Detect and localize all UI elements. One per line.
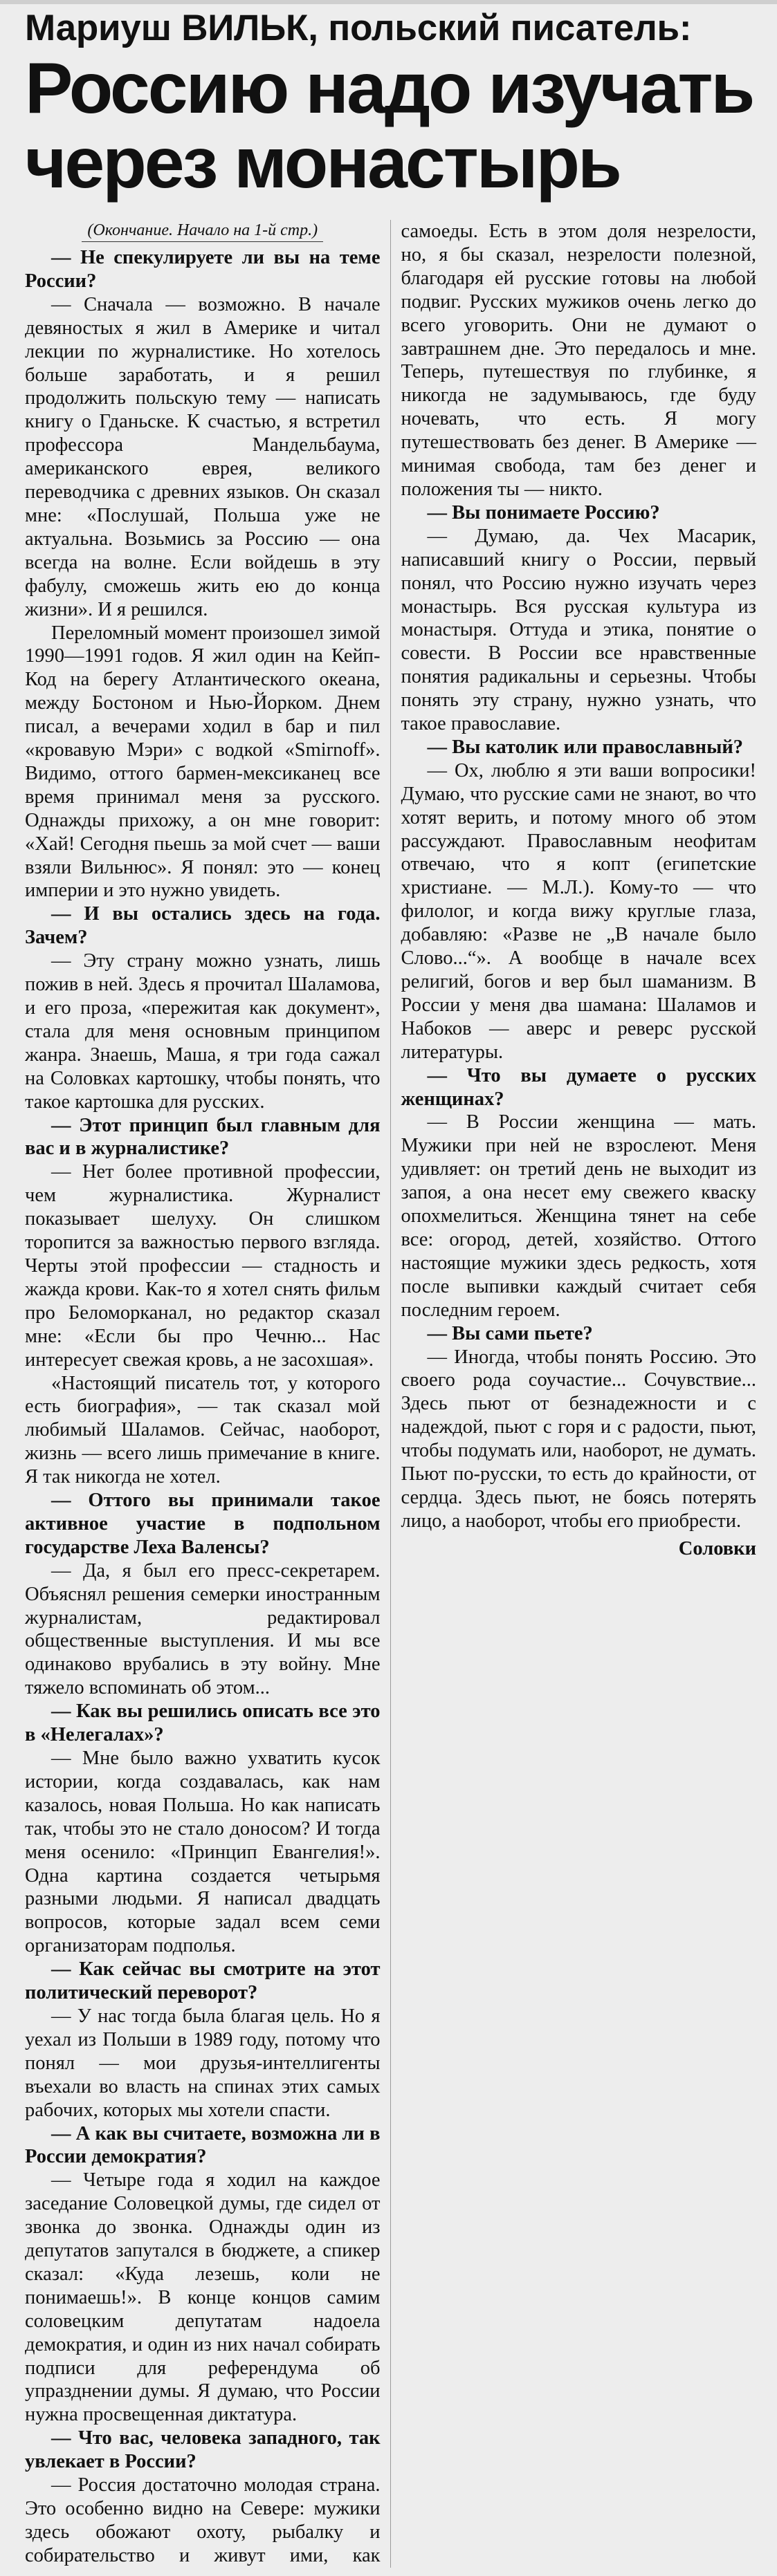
- interview-question: — Вы сами пьете?: [427, 1322, 593, 1344]
- interview-question: — Этот принцип был главным для вас и в журналистике?: [25, 1114, 381, 1160]
- interview-answer: — Россия достаточно молодая страна. Это особенно видно на Севере: мужики здесь обожают охоту, рыбалку и собирательство и живут ими, как самоеды. Есть в этом доля незрелости, но, я бы сказал, незрелости полезной, благодаря ей русские готовы на любой подвиг. Русских мужиков очень легко до всего уговорить. Они не думают о завтрашнем дне. Это передалось и мне. Теперь, путешествуя по глубинке, я никогда не задумываюсь, где буду ночевать, что есть. Я могу путешествовать без денег. В Америке — минимая свобода, там без денег и положения ты — никто.: [25, 221, 756, 2566]
- article-signature: Соловки: [678, 1537, 756, 1559]
- interview-answer: — Сначала — возможно. В начале девяностых я жил в Америке и читал лекции по журналистике. Но хотелось больше заработать, и я решил продолжить польскую тему — написать книгу о Гданьске. К счастью, я встретил профессора Мандельбаума, американского еврея, великого переводчика с древних языков. Он сказал мне: «Послушай, Польша уже не актуальна. Возьмись за Россию — она всегда на волне. Если войдешь в эту фабулу, сможешь жить ею до конца жизни». И я решился.: [25, 293, 381, 620]
- top-rule: [0, 0, 777, 4]
- interview-answer: — Ох, люблю я эти ваши вопросики! Думаю, что русские сами не знают, во что хотят верить, и потому много об этом рассуждают. Православным неофитам отвечаю, что я копт (египетские христиане. — М.Л.). Кому-то — что филолог, и когда вижу круглые глаза, добавляю: «Разве не „В начале было Слово...“». А вообще в начале всех религий, богов и вер был шаманизм. В России у меня два шамана: Шаламов и Набоков — аверс и реверс русской литературы.: [401, 759, 756, 1063]
- article-kicker: Мариуш ВИЛЬК, польский писатель:: [25, 8, 692, 48]
- interview-question: — И вы остались здесь на года. Зачем?: [25, 903, 381, 949]
- headline-line-1: Россию надо изучать: [25, 48, 753, 129]
- interview-answer: — У нас тогда была благая цель. Но я уехал из Польши в 1989 году, потому что понял — мои друзья-интеллигенты въехали во власть на спинах этих самых рабочих, которых мы хотели спасти.: [25, 2005, 381, 2121]
- interview-answer: — Эту страну можно узнать, лишь пожив в ней. Здесь я прочитал Шаламова, и его проза, «пережитая как документ», стала для меня основным принципом жанра. Знаешь, Маша, я три года сажал на Соловках картошку, чтобы понять, что такое картошка для русских.: [25, 950, 381, 1113]
- interview-answer: — В России женщина — мать. Мужики при ней не взрослеют. Меня удивляет: он третий день не выходит из запоя, а она несет ему свежего кваску опохмелиться. Женщина тянет на себе все: огород, детей, хозяйство. Оттого настоящие мужики здесь редкость, хотя после выпивки каждый считает себя последним героем.: [401, 1111, 756, 1321]
- interview-answer: — Да, я был его пресс-секретарем. Объяснял решения семерки иностранным журналистам, редактировал общественные выступления. И мы все одинаково врубались в эту войну. Мне тяжело вспоминать об этом...: [25, 1559, 381, 1699]
- interview-answer: — Четыре года я ходил на каждое заседание Соловецкой думы, где сидел от звонка до звонка. Однажды один из депутатов запутался в бюджете, а спикер сказал: «Куда лезешь, коли не понимаешь!». В конце концов самим соловецким депутатам надоела демократия, и один из них начал собирать подписи для референдума об упразднении думы. Я думаю, что России нужна просвещенная диктатура.: [25, 2169, 381, 2426]
- interview-question: — Как сейчас вы смотрите на этот политический переворот?: [25, 1958, 381, 2004]
- interview-answer: «Настоящий писатель тот, у которого есть биография», — так сказал мой любимый Шаламов. Сейчас, наоборот, жизнь — всего лишь примечание в книге. Я так никогда не хотел.: [25, 1372, 381, 1488]
- interview-question: — Что вас, человека западного, так увлекает в России?: [25, 2427, 381, 2473]
- continuation-note-text: (Окончание. Начало на 1-й стр.): [82, 220, 323, 242]
- interview-question: — Вы католик или православный?: [427, 736, 744, 758]
- headline-block: [25, 0, 756, 201]
- interview-answer: — Думаю, да. Чех Масарик, написавший книгу о России, первый понял, что Россию нужно изучать через монастырь. Вся русская культура из монастыря. Оттуда и этика, понятие о совести. В России все нравственные понятия радикальны и серьезны. Чтобы понять эту страну, нужно узнать, что такое православие.: [401, 525, 756, 735]
- interview-answer: Переломный момент произошел зимой 1990—1991 годов. Я жил один на Кейп-Код на берегу Атлантического океана, между Бостоном и Нью-Йорком. Днем писал, а вечерами ходил в бар и пил «кровавую Мэри» с водкой «Smirnoff». Видимо, оттого бармен-мексиканец все время принимал меня за русского. Однажды прихожу, а он мне говорит: «Хай! Сегодня пьешь за мой счет — ваши взяли Вильнюс». Я понял: это — конец империи и это нужно увидеть.: [25, 622, 381, 902]
- interview-question: — Как вы решились описать все это в «Нелегалах»?: [25, 1701, 381, 1746]
- interview-answer: — Мне было важно ухватить кусок истории, когда создавалась, как нам казалось, новая Польша. Но как написать так, чтобы это не стало доносом? И тогда меня осенило: «Принцип Евангелия!». Одна картина создается четырьмя разными людьми. Я написал двадцать вопросов, которые задал всем семи организаторам подполья.: [25, 1748, 381, 1957]
- interview-answer: — Иногда, чтобы понять Россию. Это своего рода соучастие... Сочувствие... Здесь пьют от безнадежности и с надеждой, пьют с горя и с радости, пьют, чтобы подумать или, наоборот, не думать. Пьют по-русски, то есть до крайности, от сердца. Здесь пьют, не боясь потерять лицо, а наоборот, чтобы его приобрести.: [401, 1346, 756, 1532]
- interview-question: — Вы понимаете Россию?: [427, 501, 660, 523]
- interview-question: — Что вы думаете о русских женщинах?: [401, 1064, 756, 1110]
- article-body: [25, 220, 756, 2568]
- interview-question: — А как вы считаете, возможна ли в России демократия?: [25, 2122, 381, 2168]
- continuation-note: [25, 220, 381, 242]
- interview-answer: — Нет более противной профессии, чем журналистика. Журналист показывает шелуху. Он слишком торопится за важностью первого взгляда. Черты этой профессии — стадность и жажда крови. Как-то я хотел снять фильм про Беломорканал, но редактор сказал мне: «Если бы про Чечню... Нас интересует свежая кровь, а не засохшая».: [25, 1161, 381, 1371]
- interview-question: — Оттого вы принимали такое активное участие в подпольном государстве Леха Валенсы?: [25, 1490, 381, 1558]
- interview-question: — Не спекулируете ли вы на теме России?: [25, 247, 381, 292]
- headline-line-2: через монастырь: [25, 123, 620, 203]
- paragraph-list: [25, 220, 756, 2568]
